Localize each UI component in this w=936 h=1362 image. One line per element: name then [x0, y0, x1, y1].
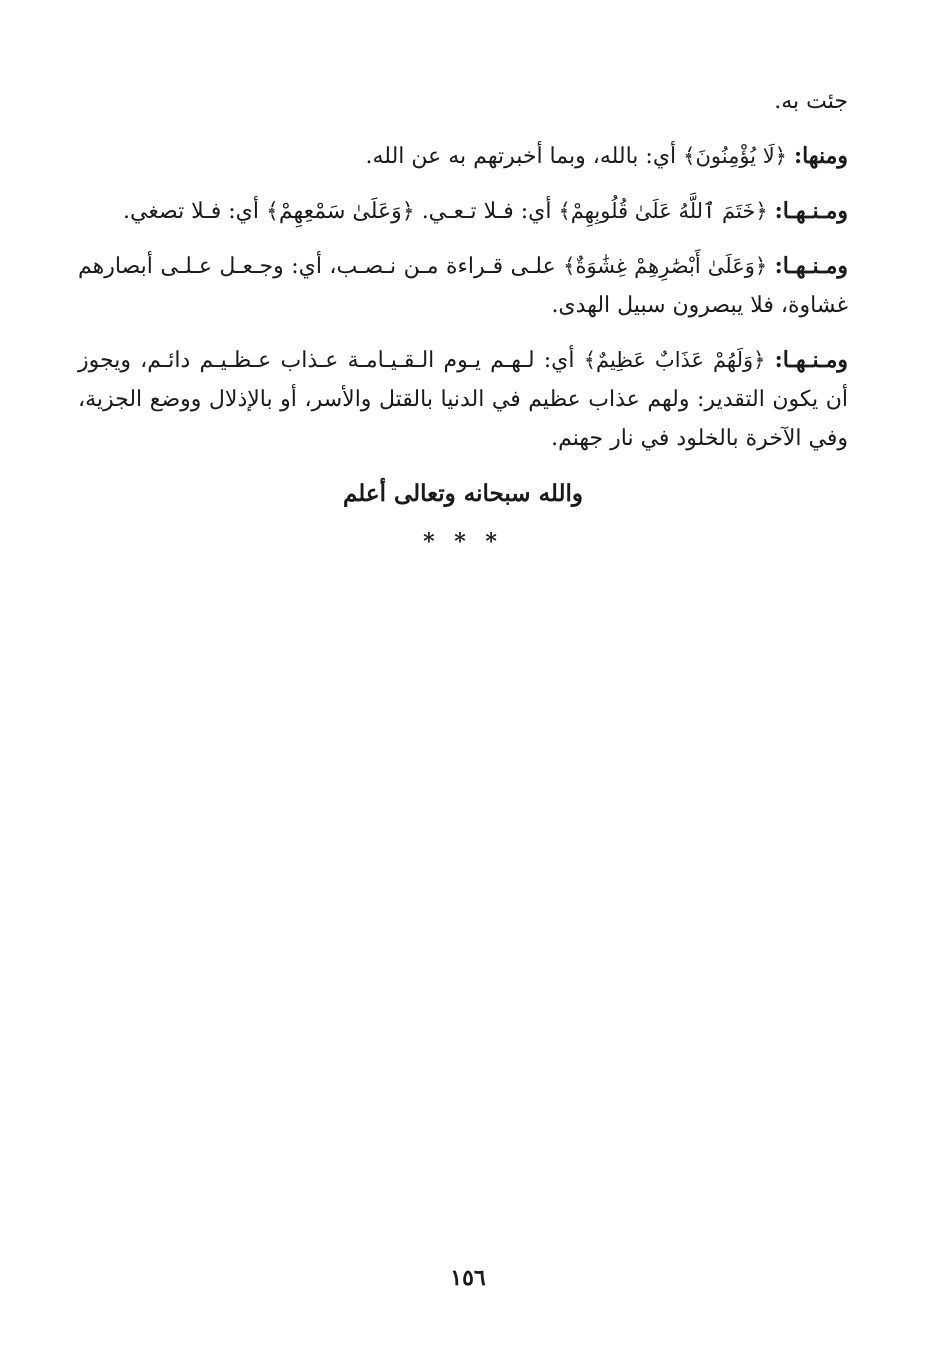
paragraph-lead: ومـنـهـا:	[774, 253, 849, 279]
closing-phrase: والله سبحانه وتعالى أعلم	[342, 480, 584, 507]
quran-quote: ﴿وَلَهُمْ عَذَابٌ عَظِيمٌ﴾	[583, 348, 766, 372]
paragraph-lead: ومـنـهـا:	[774, 347, 848, 373]
paragraph-lead: ومـنـهـا:	[774, 198, 848, 224]
quran-quote: ﴿وَعَلَىٰ أَبْصَٰرِهِمْ غِشَٰوَةٌ﴾	[563, 254, 768, 278]
paragraph-text: أي: فـلا تـعـي. ﴿وَعَلَىٰ سَمْعِهِمْ﴾ أي: فـلا تصغي.	[123, 199, 552, 224]
paragraph-lead: ومنها:	[793, 143, 848, 169]
paragraph-absarihim	[78, 247, 848, 325]
paragraph-la-yuminun	[78, 137, 848, 176]
paragraph-text: علـى قـراءة مـن نـصـب، أي: وجـعـل عـلـى أبصارهم غشاوة، فلا يبصرون سبيل الهدى.	[78, 254, 848, 318]
section-separator: * * *	[423, 529, 503, 555]
paragraph-text: أي: لـهـم يـوم الـقـيـامـة عـذاب عـظـيـم دائـم، ويجوز أن يكون التقدير: ولهم عذاب عظيم في الدنيا بالقتل والأسر، أو بالإذلال ووضع الجزية، وفي الآخرة بالخلود في نار جهنم.	[78, 348, 848, 451]
paragraph-adhab	[78, 341, 848, 458]
paragraph-text: أي: بالله، وبما أخبرتهم به عن الله.	[365, 144, 677, 169]
paragraph-khatama	[78, 192, 848, 231]
quran-quote: ﴿لَا يُؤْمِنُونَ﴾	[683, 144, 787, 168]
paragraph-text: جئت به.	[774, 89, 848, 114]
paragraph-continuation	[78, 82, 848, 121]
page-number: ١٥٦	[450, 1265, 486, 1291]
page-body	[78, 82, 848, 562]
quran-quote: ﴿خَتَمَ ٱللَّهُ عَلَىٰ قُلُوبِهِمْ﴾	[558, 199, 768, 223]
